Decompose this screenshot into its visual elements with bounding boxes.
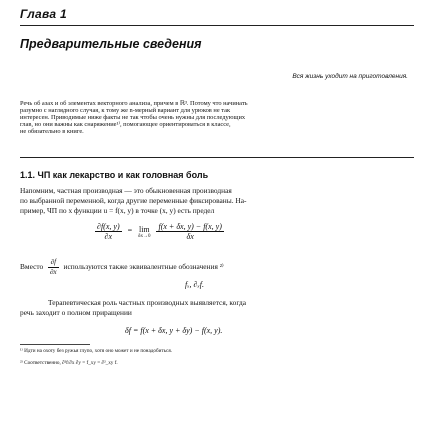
instead-denominator: ∂x [50,268,57,276]
formula-right-numerator: f(x + δx, y) − f(x, y) [158,222,222,231]
notation-line [20,258,410,277]
limit-subscript: δx→0 [138,233,151,239]
notations-formula: fₓ, ∂ₓf. [185,280,204,289]
intro-line: Речь об азах и об элементах векторного анализа, причем в ℝ³. Потому что начинать [20,100,248,107]
intro-line: не обязательно в книге. [20,128,84,135]
formula-left-fraction [95,222,122,241]
formula-right-denominator: δx [186,232,194,241]
body-line: речь заходит о полном приращении [20,308,132,317]
footnote: ²⁾ Соответственно, ∂²f/∂x ∂y = f_xy = ∂²_xy f. [20,360,118,366]
formula-right-fraction [156,222,223,241]
body-line: Терапевтическая роль частных производных выявляется, когда [48,298,247,307]
body-line: по выбранной переменной, когда другие переменные фиксированы. На- [20,196,247,205]
section-title: 1.1. ЧП как лекарство и как головная боль [20,170,209,180]
intro-line: разумно с наглядного случая, к тому же n-мерный вариант для урюков не так [20,107,231,114]
formula-left-denominator: ∂x [104,232,113,241]
intro-line: интересен. Приводимые ниже факты не так чтобы очень нужны для последующих [20,114,246,121]
footnote-rule [20,344,90,345]
partial-derivative-formula [95,222,224,241]
chapter-title: Предварительные сведения [20,37,202,51]
increment-formula: δf = f(x + δx, y + δy) − f(x, y). [125,326,223,335]
header-rule [20,25,414,26]
formula-left-numerator: ∂f(x, y) [97,222,120,231]
instead-suffix: используются также эквивалентные обозначения ²⁾ [63,262,224,272]
instead-numerator: ∂f [48,258,59,268]
section-divider [20,157,414,158]
body-line: пример, ЧП по x функции u = f(x, y) в точке (x, y) есть предел [20,206,215,215]
footnote: ¹⁾ Идти на охоту без ружья глупо, хотя оно может и не понадобиться. [20,348,173,354]
epigraph: Вся жизнь уходит на приготовления. [292,73,408,80]
instead-prefix: Вместо [20,262,44,272]
formula-limit [138,225,150,239]
chapter-label: Глава 1 [20,7,67,21]
limit-label: lim [138,224,150,234]
intro-line: глав, но они важны как снаряжение¹⁾, помогающее ориентироваться в классе, [20,121,231,128]
body-line: Напомним, частная производная — это обыкновенная производная [20,186,232,195]
formula-equals: = [127,226,133,236]
instead-fraction [48,258,59,277]
